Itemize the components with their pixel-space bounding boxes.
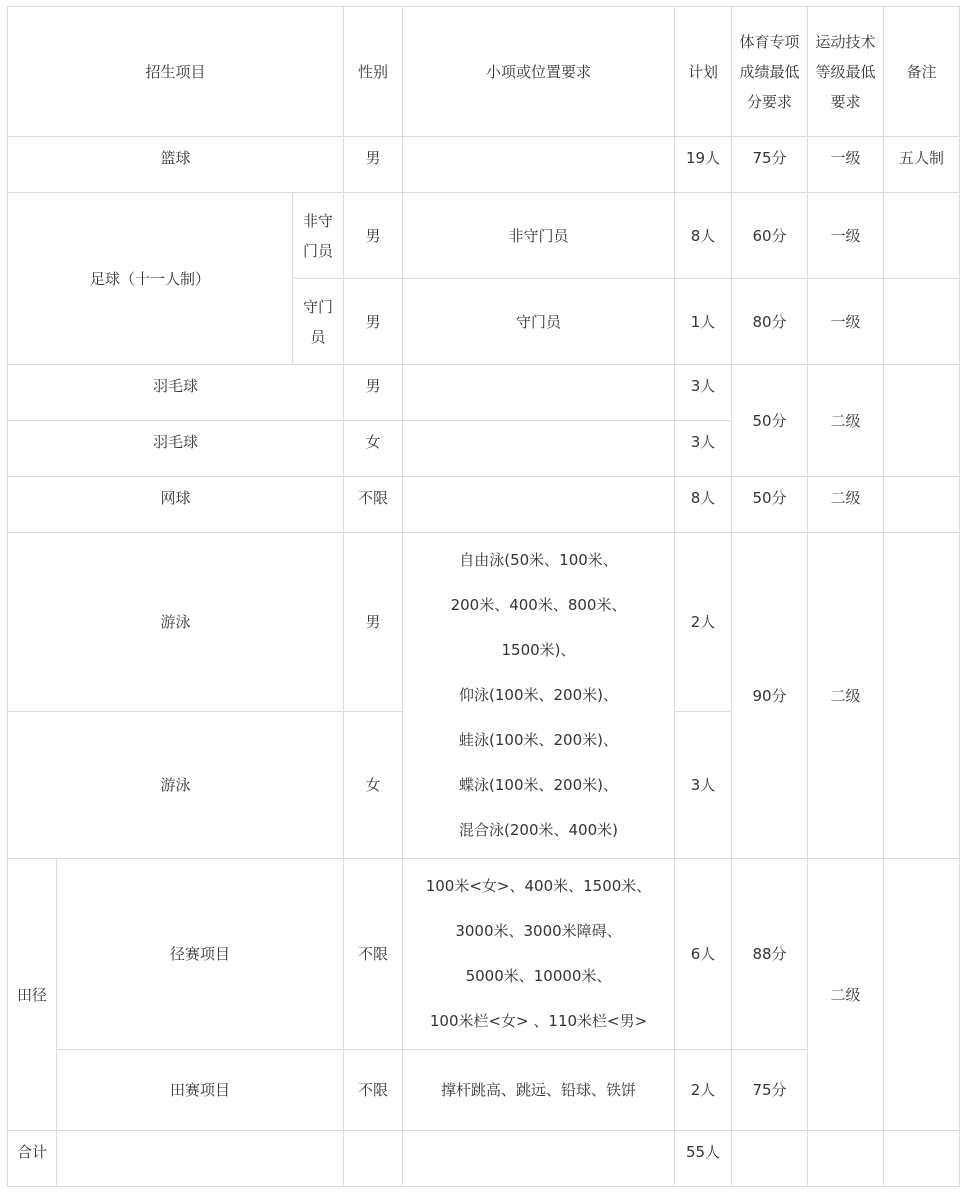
badminton-m-plan: 3人: [675, 365, 732, 421]
tennis-plan: 8人: [675, 477, 732, 533]
badminton-score: 50分: [732, 365, 808, 477]
basketball-level: 一级: [808, 137, 884, 193]
total-label: 合计: [8, 1131, 57, 1187]
basketball-event: [403, 137, 675, 193]
football-outfield-plan: 8人: [675, 193, 732, 279]
swim-m-project: 游泳: [8, 533, 344, 712]
basketball-plan: 19人: [675, 137, 732, 193]
football-keeper-note: [884, 279, 960, 365]
header-score-min: 体育专项 成绩最低 分要求: [732, 7, 808, 137]
field-events: 撑杆跳高、跳远、铅球、铁饼: [403, 1050, 675, 1131]
badminton-f-event: [403, 421, 675, 477]
row-basketball: [8, 137, 960, 193]
field-score: 75分: [732, 1050, 808, 1131]
tennis-project: 网球: [8, 477, 344, 533]
badminton-f-gender: 女: [344, 421, 403, 477]
football-keeper-position: 守门 员: [293, 279, 344, 365]
football-outfield-level: 一级: [808, 193, 884, 279]
header-level-min: 运动技术 等级最低 要求: [808, 7, 884, 137]
basketball-project: 篮球: [8, 137, 344, 193]
swim-f-gender: 女: [344, 712, 403, 859]
basketball-score: 75分: [732, 137, 808, 193]
football-outfield-gender: 男: [344, 193, 403, 279]
badminton-m-event: [403, 365, 675, 421]
track-project: 径赛项目: [57, 859, 344, 1050]
tennis-event: [403, 477, 675, 533]
row-badminton-male: [8, 365, 960, 421]
header-row: [8, 7, 960, 137]
track-plan: 6人: [675, 859, 732, 1050]
tennis-level: 二级: [808, 477, 884, 533]
tennis-score: 50分: [732, 477, 808, 533]
athletics-note: [884, 859, 960, 1131]
badminton-level: 二级: [808, 365, 884, 477]
track-events: 100米<女>、400米、1500米、 3000米、3000米障碍、 5000米、10000米、 100米栏<女> 、110米栏<男>: [403, 859, 675, 1050]
total-event: [403, 1131, 675, 1187]
field-gender: 不限: [344, 1050, 403, 1131]
tennis-note: [884, 477, 960, 533]
tennis-gender: 不限: [344, 477, 403, 533]
total-score: [732, 1131, 808, 1187]
football-keeper-plan: 1人: [675, 279, 732, 365]
row-football-outfield: [8, 193, 960, 279]
basketball-gender: 男: [344, 137, 403, 193]
total-note: [884, 1131, 960, 1187]
badminton-f-plan: 3人: [675, 421, 732, 477]
football-outfield-score: 60分: [732, 193, 808, 279]
total-level: [808, 1131, 884, 1187]
football-keeper-event: 守门员: [403, 279, 675, 365]
basketball-note: 五人制: [884, 137, 960, 193]
athletics-level: 二级: [808, 859, 884, 1131]
field-project: 田赛项目: [57, 1050, 344, 1131]
track-gender: 不限: [344, 859, 403, 1050]
row-tennis: [8, 477, 960, 533]
football-outfield-event: 非守门员: [403, 193, 675, 279]
badminton-f-project: 羽毛球: [8, 421, 344, 477]
swim-score: 90分: [732, 533, 808, 859]
row-athletics-track: [8, 859, 960, 1050]
swim-events: 自由泳(50米、100米、 200米、400米、800米、 1500米)、 仰泳(100米、200米)、 蛙泳(100米、200米)、 蝶泳(100米、200米)、 混合泳(200米、400米): [403, 533, 675, 859]
football-keeper-gender: 男: [344, 279, 403, 365]
swim-f-project: 游泳: [8, 712, 344, 859]
header-project: 招生项目: [8, 7, 344, 137]
track-score: 88分: [732, 859, 808, 1050]
header-plan: 计划: [675, 7, 732, 137]
swim-f-plan: 3人: [675, 712, 732, 859]
total-gender: [344, 1131, 403, 1187]
football-keeper-level: 一级: [808, 279, 884, 365]
swim-m-gender: 男: [344, 533, 403, 712]
field-plan: 2人: [675, 1050, 732, 1131]
swim-note: [884, 533, 960, 859]
badminton-m-project: 羽毛球: [8, 365, 344, 421]
swim-m-plan: 2人: [675, 533, 732, 712]
football-project: 足球（十一人制）: [8, 193, 293, 365]
header-note: 备注: [884, 7, 960, 137]
row-total: [8, 1131, 960, 1187]
football-outfield-note: [884, 193, 960, 279]
badminton-m-gender: 男: [344, 365, 403, 421]
athletics-group: 田径: [8, 859, 57, 1131]
row-swimming-male: [8, 533, 960, 712]
badminton-note: [884, 365, 960, 477]
header-event-requirement: 小项或位置要求: [403, 7, 675, 137]
swim-level: 二级: [808, 533, 884, 859]
total-plan: 55人: [675, 1131, 732, 1187]
enrollment-table: [7, 6, 960, 1187]
header-gender: 性别: [344, 7, 403, 137]
total-project: [57, 1131, 344, 1187]
football-keeper-score: 80分: [732, 279, 808, 365]
football-outfield-position: 非守 门员: [293, 193, 344, 279]
